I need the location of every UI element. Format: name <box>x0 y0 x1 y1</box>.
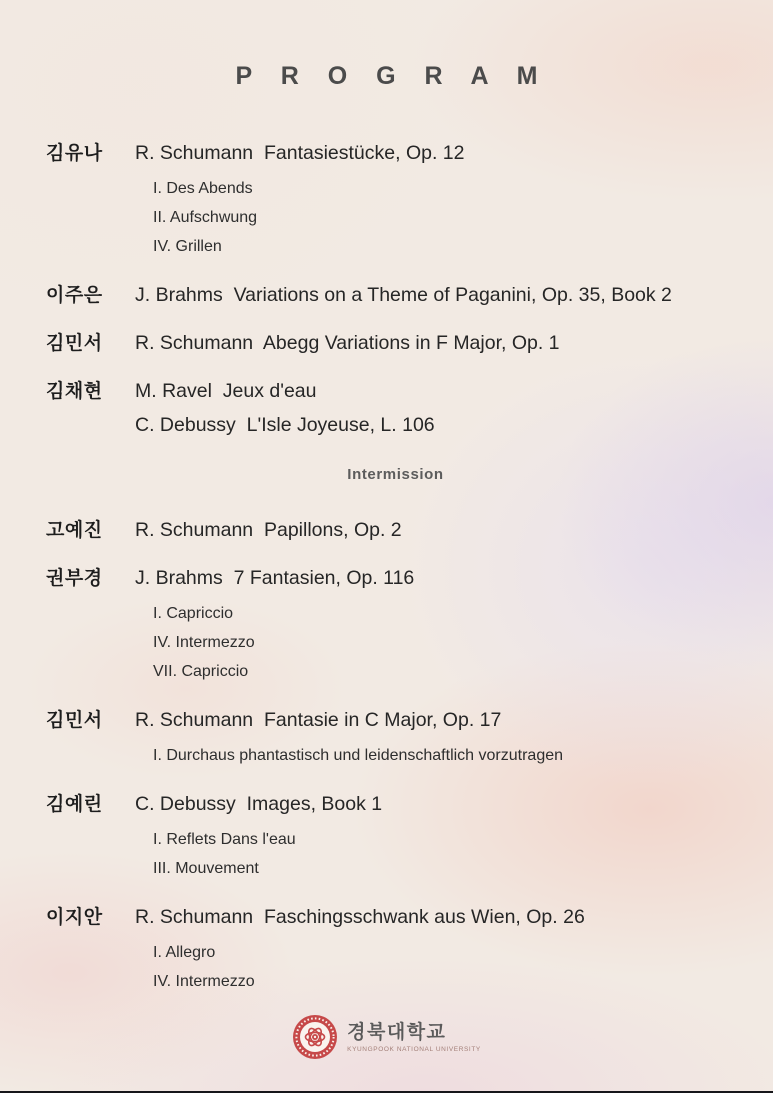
program-entry <box>46 378 745 439</box>
movement: VII. Capriccio <box>153 663 249 680</box>
piece-title: C. Debussy L'Isle Joyeuse, L. 106 <box>135 414 435 436</box>
movement-list <box>153 174 745 261</box>
piece-group <box>135 282 745 309</box>
movement: IV. Intermezzo <box>153 973 255 990</box>
program-entry <box>46 707 745 770</box>
piece-title: R. Schumann Fantasie in C Major, Op. 17 <box>135 709 502 731</box>
university-name <box>347 1022 481 1053</box>
piece-title: C. Debussy Images, Book 1 <box>135 793 383 815</box>
piece-group <box>135 140 745 261</box>
movement: I. Des Abends <box>153 180 253 197</box>
university-name-en: KYUNGPOOK NATIONAL UNIVERSITY <box>347 1045 481 1053</box>
performer-name: 김민서 <box>46 710 103 731</box>
performer-name: 권부경 <box>46 568 103 589</box>
performer-name: 김유나 <box>46 143 103 164</box>
program-entry <box>46 791 745 883</box>
performer-name: 고예진 <box>46 520 103 541</box>
program-entry <box>46 140 745 261</box>
program-entry <box>46 565 745 686</box>
program-entry <box>46 282 745 309</box>
piece-title: R. Schumann Fantasiestücke, Op. 12 <box>135 142 465 164</box>
university-name-kr: 경북대학교 <box>347 1021 447 1043</box>
piece-group <box>135 517 745 544</box>
movement: I. Durchaus phantastisch und leidenschaftlich vorzutragen <box>153 747 564 764</box>
program-entry <box>46 904 745 996</box>
movement-list <box>153 741 745 770</box>
piece-group <box>135 565 745 686</box>
piece-title: R. Schumann Papillons, Op. 2 <box>135 519 402 541</box>
program-list <box>46 140 745 1017</box>
piece-group <box>135 378 745 439</box>
knu-seal-icon <box>292 1014 338 1060</box>
movement: I. Reflets Dans l'eau <box>153 831 296 848</box>
movement: I. Allegro <box>153 944 216 961</box>
performer-name: 김예린 <box>46 794 103 815</box>
movement-list <box>153 938 745 996</box>
performer-name: 김민서 <box>46 333 103 354</box>
piece-group <box>135 791 745 883</box>
page-title: P R O G R A M <box>235 62 549 90</box>
movement: II. Aufschwung <box>153 209 258 226</box>
piece-group <box>135 707 745 770</box>
piece-title: R. Schumann Abegg Variations in F Major, Op. 1 <box>135 332 560 354</box>
movement: III. Mouvement <box>153 860 259 877</box>
university-logo <box>0 1014 773 1060</box>
piece-title: J. Brahms 7 Fantasien, Op. 116 <box>135 567 415 589</box>
piece-group <box>135 330 745 357</box>
piece-title: R. Schumann Faschingsschwank aus Wien, Op. 26 <box>135 906 585 928</box>
program-entry <box>46 517 745 544</box>
program-entry <box>46 330 745 357</box>
performer-name: 이지안 <box>46 907 103 928</box>
piece-title: M. Ravel Jeux d'eau <box>135 380 317 402</box>
performer-name: 이주은 <box>46 285 103 306</box>
piece-title: J. Brahms Variations on a Theme of Paganini, Op. 35, Book 2 <box>135 284 672 306</box>
movement: IV. Grillen <box>153 238 222 255</box>
intermission-label: Intermission <box>347 466 444 483</box>
piece-group <box>135 904 745 996</box>
movement: I. Capriccio <box>153 605 234 622</box>
movement-list <box>153 599 745 686</box>
performer-name: 김채현 <box>46 381 103 402</box>
movement-list <box>153 825 745 883</box>
movement: IV. Intermezzo <box>153 634 255 651</box>
